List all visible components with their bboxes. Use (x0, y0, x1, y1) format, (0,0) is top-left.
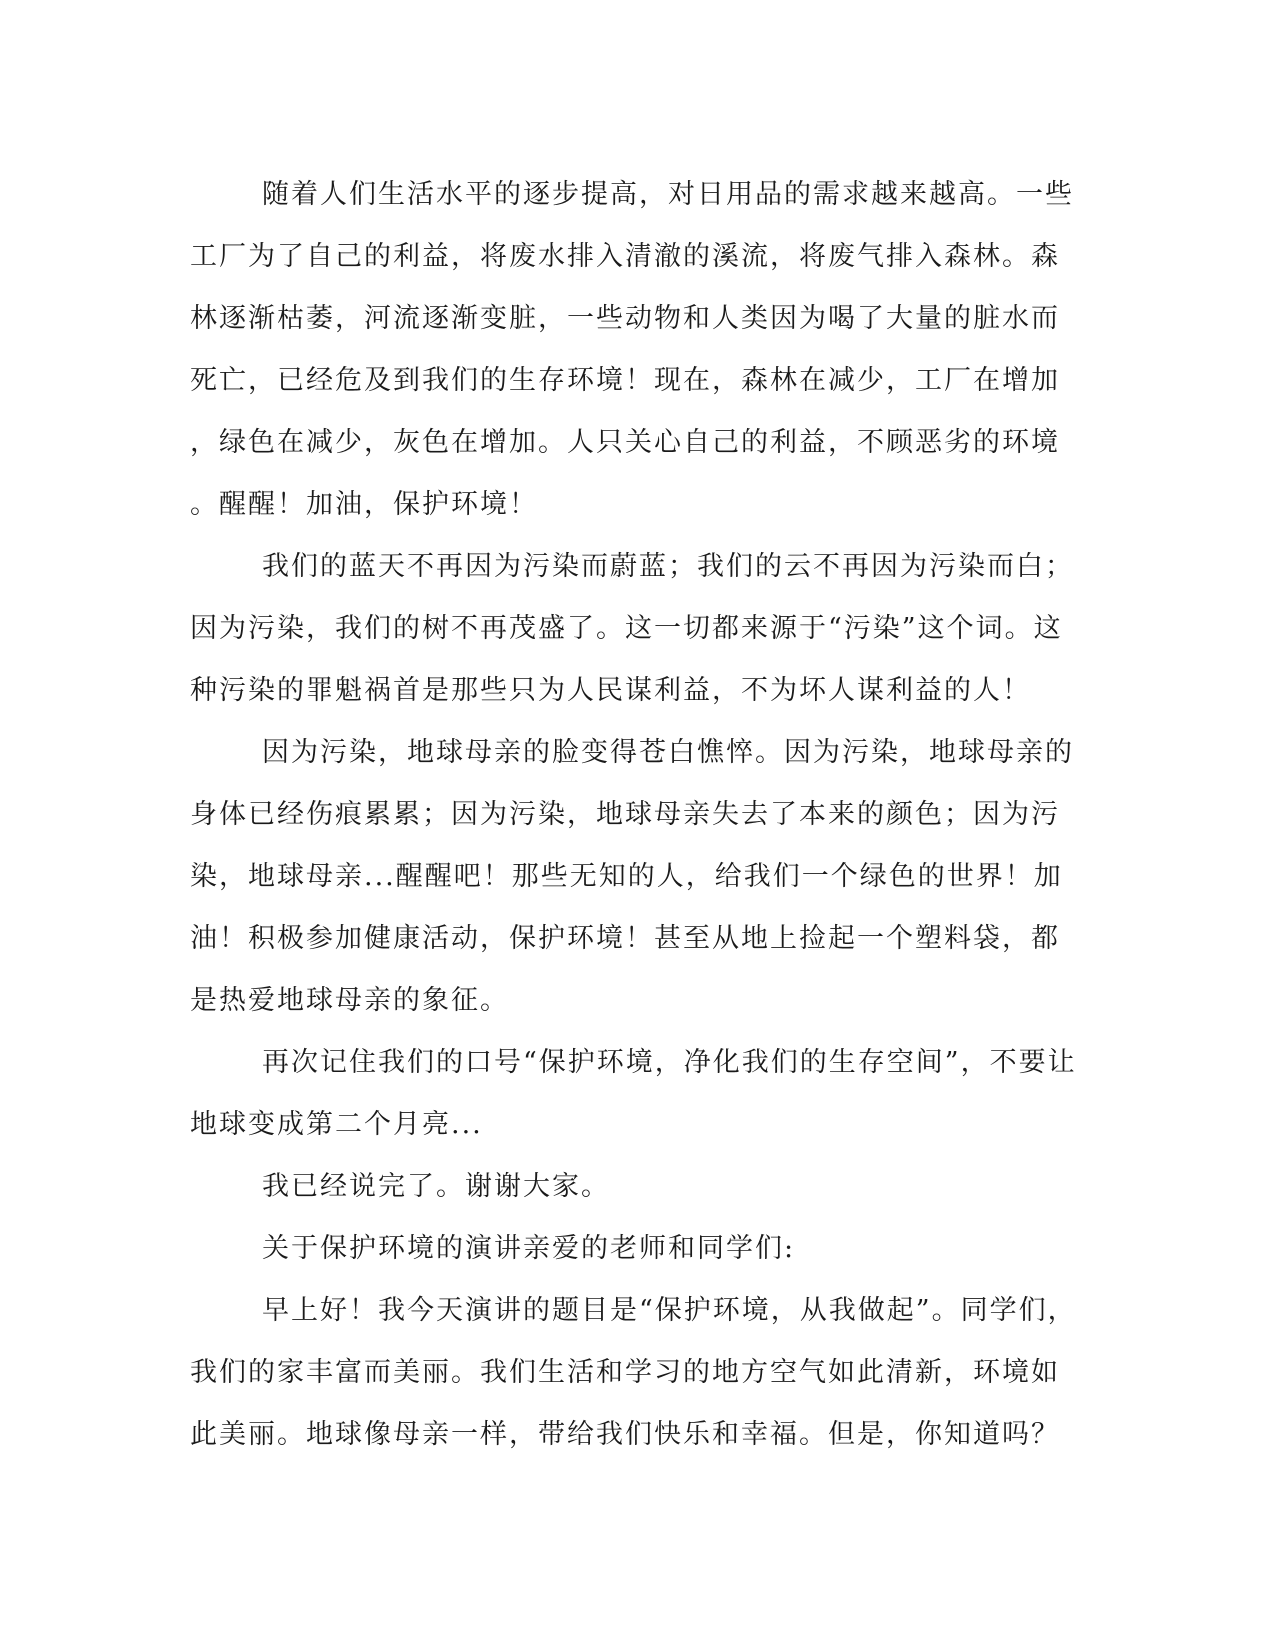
text-line: 此美丽。地球像母亲一样，带给我们快乐和幸福。但是，你知道吗？ (190, 1419, 1060, 1450)
text-line: 工厂为了自己的利益，将废水排入清澈的溪流，将废气排入森林。森 (190, 241, 1060, 272)
text-line: 身体已经伤痕累累；因为污染，地球母亲失去了本来的颜色；因为污 (190, 799, 1060, 830)
text-line: 随着人们生活水平的逐步提高，对日用品的需求越来越高。一些 (262, 179, 1074, 210)
text-line: 因为污染，我们的树不再茂盛了。这一切都来源于“污染”这个词。这 (190, 613, 1063, 644)
text-line: 我已经说完了。谢谢大家。 (262, 1171, 610, 1202)
text-line: ，绿色在减少，灰色在增加。人只关心自己的利益，不顾恶劣的环境 (190, 427, 1060, 458)
text-line: 再次记住我们的口号“保护环境，净化我们的生存空间”，不要让 (262, 1047, 1077, 1078)
text-line: 因为污染，地球母亲的脸变得苍白憔悴。因为污染，地球母亲的 (262, 737, 1074, 768)
text-line: 油！积极参加健康活动，保护环境！甚至从地上捡起一个塑料袋，都 (190, 923, 1060, 954)
text-line: 地球变成第二个月亮... (190, 1109, 483, 1140)
text-line: 我们的蓝天不再因为污染而蔚蓝；我们的云不再因为污染而白； (262, 551, 1074, 582)
body-text (190, 164, 1090, 1466)
text-line: 关于保护环境的演讲亲爱的老师和同学们: (262, 1233, 796, 1264)
text-line: 染，地球母亲...醒醒吧！那些无知的人，给我们一个绿色的世界！加 (190, 861, 1063, 892)
text-line: 种污染的罪魁祸首是那些只为人民谋利益，不为坏人谋利益的人！ (190, 675, 1031, 706)
text-line: 是热爱地球母亲的象征。 (190, 985, 509, 1016)
text-line: 。醒醒！加油，保护环境！ (190, 489, 538, 520)
text-line: 早上好！我今天演讲的题目是“保护环境，从我做起”。同学们， (262, 1295, 1077, 1326)
text-line: 我们的家丰富而美丽。我们生活和学习的地方空气如此清新，环境如 (190, 1357, 1060, 1388)
text-line: 死亡，已经危及到我们的生存环境！现在，森林在减少，工厂在增加 (190, 365, 1060, 396)
text-line: 林逐渐枯萎，河流逐渐变脏，一些动物和人类因为喝了大量的脏水而 (190, 303, 1060, 334)
